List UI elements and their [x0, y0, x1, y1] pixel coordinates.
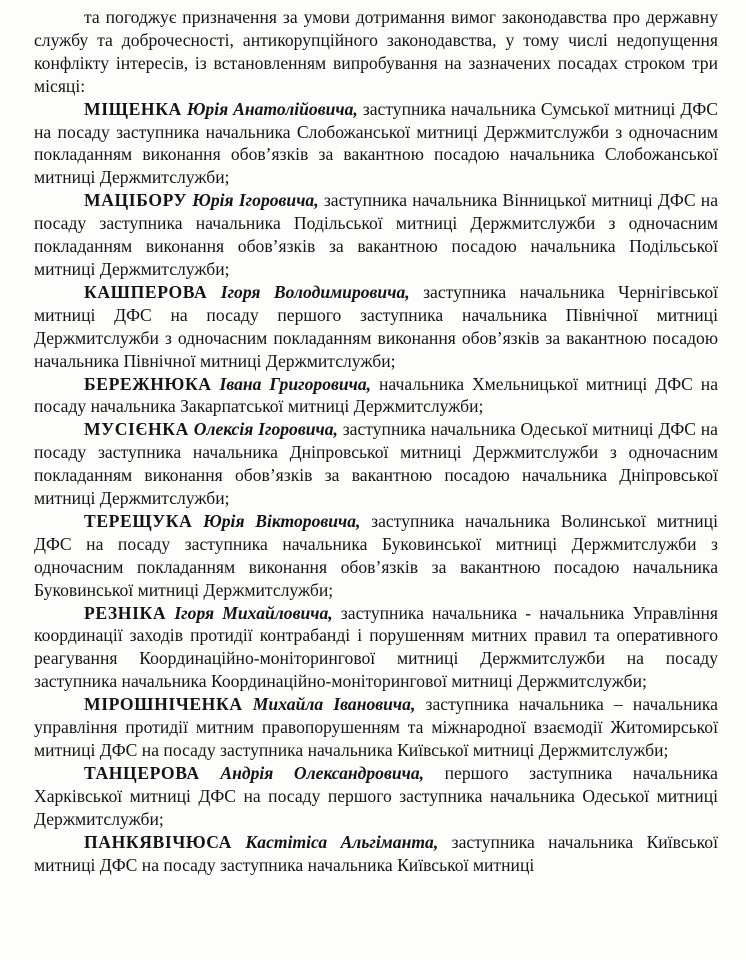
- appointee-surname: ПАНКЯВІЧЮСА: [84, 831, 232, 852]
- appointee-surname: РЕЗНІКА: [84, 602, 167, 623]
- appointee-given-name: Андрія Олександровича,: [220, 762, 425, 783]
- intro-paragraph: та погоджує призначення за умови дотримання вимог законодавства про державну службу та доброчесності, антикорупційного законодавства, у тому числі недопущення конфлікту інтересів, із встановленням випробування на зазначених посадах строком три місяці:: [34, 7, 718, 96]
- appointment-paragraph: [34, 281, 718, 373]
- appointment-paragraph: [34, 762, 718, 831]
- appointment-paragraph: [34, 189, 718, 281]
- appointment-paragraph: [34, 510, 718, 602]
- appointee-surname: КАШПЕРОВА: [84, 281, 208, 302]
- appointee-surname: МІРОШНІЧЕНКА: [84, 694, 243, 715]
- appointee-surname: ТЕРЕЩУКА: [84, 510, 193, 531]
- appointment-paragraph: [34, 98, 718, 190]
- appointee-given-name: Івана Григоровича,: [219, 373, 372, 394]
- appointment-text: заступника начальника Вінницької митниці ДФС на посаду заступника начальника Подільської митниці Держмитслужби з одночасним покладанням виконання обов’язків за вакантною посадою начальника Подільської митниці Держмитслужби;: [34, 190, 718, 279]
- appointment-paragraph: [34, 602, 718, 694]
- appointee-surname: МІЩЕНКА: [84, 98, 182, 119]
- appointee-given-name: Юрія Вікторовича,: [203, 510, 361, 531]
- appointment-text: заступника начальника Чернігівської митниці ДФС на посаду першого заступника начальника Північної митниці Держмитслужби з одночасним покладанням виконання обов’язків за вакантною посадою начальника Північної митниці Держмитслужби;: [34, 281, 719, 371]
- appointee-given-name: Ігоря Володимировича,: [220, 281, 410, 302]
- appointee-given-name: Юрія Анатолійовича,: [186, 98, 358, 119]
- appointment-paragraph: [34, 418, 718, 510]
- appointee-given-name: Михайла Івановича,: [252, 694, 416, 715]
- appointment-paragraph: [34, 373, 718, 419]
- appointee-given-name: Ігоря Михайловича,: [174, 602, 333, 623]
- appointment-text: заступника начальника Одеської митниці ДФС на посаду заступника начальника Дніпровської митниці Держмитслужби з одночасним покладанням виконання обов’язків за вакантною посадою начальника Дніпровської митниці Держмитслужби;: [34, 419, 718, 509]
- appointee-given-name: Олексія Ігоровича,: [193, 419, 338, 440]
- appointee-given-name: Юрія Ігоровича,: [192, 190, 319, 211]
- appointee-surname: БЕРЕЖНЮКА: [84, 373, 212, 394]
- appointment-text: заступника начальника Волинської митниці ДФС на посаду заступника начальника Буковинської митниці Держмитслужби з одночасним покладанням виконання обов’язків за вакантною посадою начальника Буковинської митниці Держмитслужби;: [34, 510, 718, 600]
- appointee-surname: МАЦІБОРУ: [84, 190, 188, 211]
- appointee-surname: МУСІЄНКА: [84, 419, 189, 440]
- appointment-text: заступника начальника Київської митниці ДФС на посаду заступника начальника Київської митниці: [34, 831, 718, 875]
- appointment-paragraph: [34, 831, 718, 877]
- appointment-text: першого заступника начальника Харківської митниці ДФС на посаду першого заступника начальника Одеської митниці Держмитслужби;: [34, 762, 718, 829]
- appointment-text: заступника начальника Сумської митниці ДФС на посаду заступника начальника Слобожанської митниці Держмитслужби з одночасним покладанням виконання обов’язків за вакантною посадою начальника Слобожанської митниці Держмитслужби;: [34, 98, 718, 188]
- appointee-surname: ТАНЦЕРОВА: [84, 762, 200, 783]
- appointee-given-name: Кастітіса Альгіманта,: [245, 831, 439, 852]
- appointment-text: начальника Хмельницької митниці ДФС на посаду начальника Закарпатської митниці Держмитслужби;: [34, 373, 718, 417]
- appointment-text: заступника начальника – начальника управління протидії митним правопорушенням та міжнародної взаємодії Житомирської митниці ДФС на посаду заступника начальника Київської митниці Держмитслужби;: [34, 694, 718, 760]
- appointment-paragraph: [34, 693, 718, 762]
- appointment-text: заступника начальника - начальника Управління координації заходів протидії контрабанді і порушенням митних правил та оперативного реагування Координаційно-моніторингової митниці Держмитслужби на посаду заступника начальника Координаційно-моніторингової митниці Держмитслужби;: [34, 602, 718, 692]
